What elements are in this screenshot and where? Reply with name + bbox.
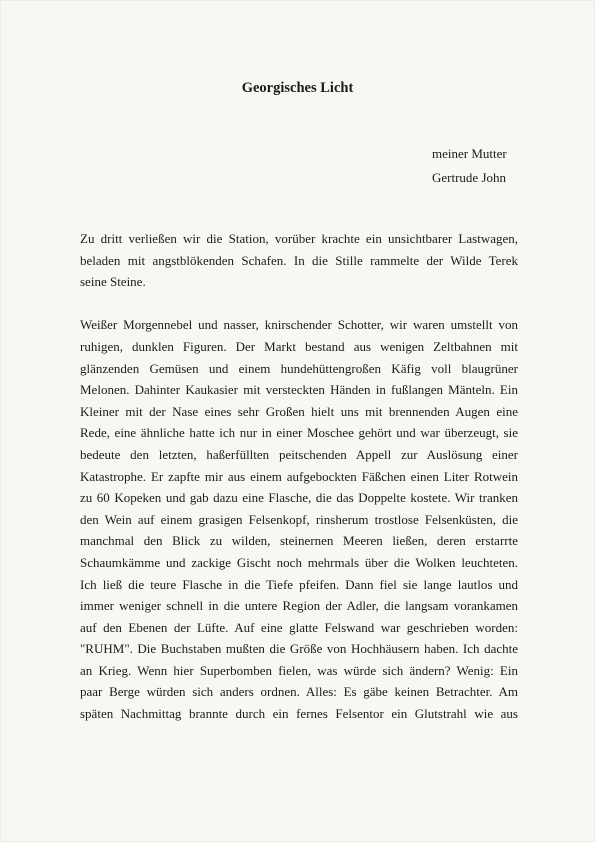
text-line: Katastrophe. Er zapfte mir aus einem aufgebockten Fäßchen einen Liter Rotwein [80, 468, 518, 484]
body-text [80, 228, 518, 746]
text-line: manchmal den Blick zu wilden, steinernen Meeren ließen, deren erstarrte [80, 533, 518, 549]
text-line: auf den Ebenen der Lüfte. Auf eine glatte Felswand war geschrieben worden: [80, 619, 518, 635]
text-line: beladen mit angstblökenden Schafen. In die Stille rammelte der Wilde Terek [80, 252, 518, 268]
text-line: Melonen. Dahinter Kaukasier mit versteckten Händen in fußlangen Mänteln. Ein [80, 382, 518, 398]
dedication-line: Gertrude John [432, 170, 507, 185]
text-line: den Wein auf einem grasigen Felsenkopf, rinsherum trostlose Felsenküsten, die [80, 511, 518, 527]
text-line: späten Nachmittag brannte durch ein fernes Felsentor ein Glutstrahl wie aus [80, 706, 518, 722]
text-line: zu 60 Kopeken und gab dazu eine Flasche, die das Doppelte kostete. Wir tranken [80, 490, 518, 506]
document-title: Georgisches Licht [241, 80, 354, 96]
text-line: Zu dritt verließen wir die Station, vorüber krachte ein unsichtbarer Lastwagen, [80, 231, 518, 246]
text-line: Weißer Morgennebel und nasser, knirschender Schotter, wir waren umstellt von [80, 317, 518, 333]
text-line: bedeute den letzten, haßerfüllten peitschenden Appell zur Auslösung einer [80, 446, 518, 462]
paragraph-1 [80, 228, 518, 293]
paragraph-2 [80, 314, 518, 724]
text-line: Schaumkämme und zackige Gischt noch mehrmals über die Wolken leuchteten. [80, 554, 518, 570]
text-line: paar Berge würden sich anders ordnen. Alles: Es gäbe keinen Betrachter. Am [80, 684, 518, 700]
text-line: seine Steine. [80, 274, 146, 290]
text-line: an Krieg. Wenn hier Superbomben fielen, was würde sich ändern? Wenig: Ein [80, 662, 518, 678]
text-line: glänzenden Gemüsen und einem hundehüttengroßen Käfig voll blaugrüner [80, 360, 518, 376]
dedication-line: meiner Mutter [432, 146, 507, 161]
text-line: immer weniger schnell in die untere Region der Adler, die langsam vorankamen [80, 598, 518, 614]
text-line: Rede, eine ähnliche hatte ich nur in einer Moschee gehört und war überzeugt, sie [80, 425, 518, 441]
text-line: ruhigen, dunklen Figuren. Der Markt bestand aus wenigen Zeltbahnen mit [80, 338, 518, 354]
dedication [432, 142, 507, 190]
text-line: Ich ließ die teure Flasche in die Tiefe pfeifen. Dann fiel sie lange lautlos und [80, 576, 518, 592]
text-line: Kleiner mit der Nase eines sehr Großen hielt uns mit brennenden Augen eine [80, 403, 518, 419]
text-line: "RUHM". Die Buchstaben mußten die Größe von Hochhäusern haben. Ich dachte [80, 641, 518, 657]
